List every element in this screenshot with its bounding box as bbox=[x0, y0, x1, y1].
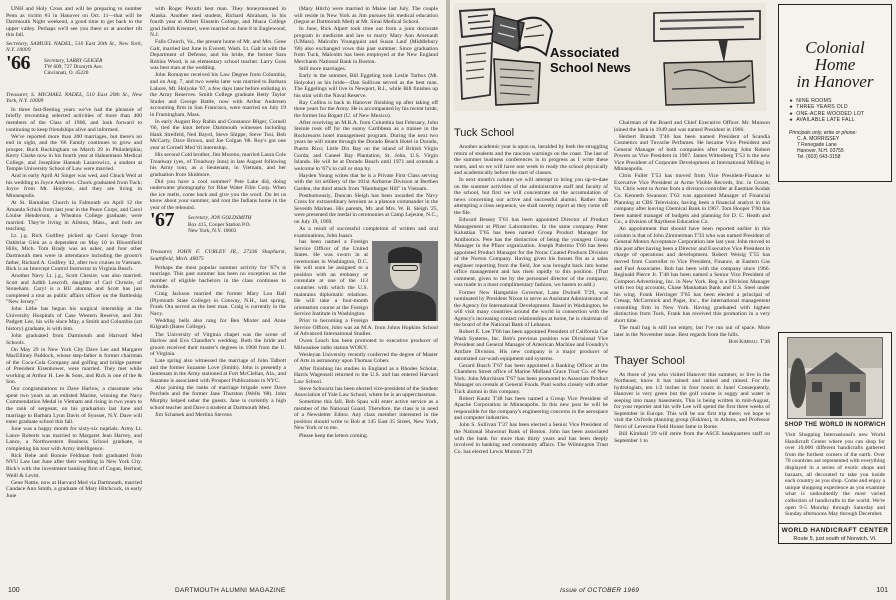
secretary-address-2: New York, N.Y. 10003 bbox=[188, 227, 237, 234]
article-paragraph: Late spring also witnessed the marriage of John Talbott and the former Suzanne Love (Smith). John is presently a lieutenant in the Army stationed at Fort McClellan, Ala., and Suzanne is associated with Prospect Publications in NYC. bbox=[150, 358, 286, 384]
article-paragraph: Another academic year is upon us, heralded by both the struggling return of students and the raucous warnings on the coast. The last of the summer business conferences is in progress as I write these notes, and so we will have one week to ready the school physically and academically before the start of classes. bbox=[454, 144, 608, 177]
tuck-signature: Bob Kimball T'48 bbox=[728, 339, 770, 346]
tuck-column-1 bbox=[454, 124, 608, 584]
article-paragraph: John Romayne received his Law Degree from Columbia, and on Aug. 7, and two weeks later was married to Barbara Lahore, Mt. Holyoke '67, a few days later before enlisting in the Army Reserves. Smith College graduate Betty Taylor Studer and George Battle, now with Arthur Andersen accounting firm in San Francisco, were married on July 19 in Framingham, Mass. bbox=[150, 72, 286, 118]
storefront-photo bbox=[787, 337, 883, 419]
article-paragraph: Our congratulations to Dave Harlow, a classmate who spent two years as an enlisted Marine, winning the Navy Commendation Medal in Vietnam and rising in two years to the rank of sergeant, on his graduation last June and marriage to Barbara Lynn Davis of Syosset, N.Y. Dave will enter graduate school this fall. bbox=[6, 386, 142, 426]
ad-title bbox=[779, 39, 891, 90]
article-paragraph: (Mary Hitch) were married in Maine last July. The couple will reside in New York as Jim pursues his medical education (begun at Dartmouth Med) at Mt. Sinai Medical School. bbox=[294, 6, 438, 26]
article-paragraph: Wesleyan University recently conferred the degree of Master of Arts in astronomy upon Thomas Cohen. bbox=[294, 351, 438, 365]
left-column-3 bbox=[294, 6, 438, 584]
ad-title-line3: in Hanover bbox=[796, 72, 874, 91]
article-paragraph: Craig Jackson married the former Mary Lou Ball (Plymouth State College) in Conway, N.H., last spring. Frank Ota served as the best man. Craig is currently in the Navy. bbox=[150, 291, 286, 317]
secretary-name: Secretary, JON GOLDSMITH bbox=[188, 215, 252, 222]
article-paragraph: June was a happy month for sixty-six nuptials. Army Lt. Lance Roberts was married to Margaret Jean Harvey, and Lance, a Northwestern Business School graduate, is completing his tour with Army intelligence. bbox=[6, 426, 142, 452]
article-paragraph: Owen Leach has been promoted to executive producer of Milwaukee radio station WOKY. bbox=[294, 338, 438, 351]
ad-principals: Principals only, write or phone: bbox=[789, 129, 857, 136]
article-paragraph: Prior to becoming a Foreign Service Officer, John was an M.A. from Johns Hopkins School of Advanced International Studies. bbox=[294, 318, 438, 338]
masthead-title-line1: Associated bbox=[550, 45, 620, 60]
portrait-photo bbox=[372, 241, 438, 321]
intro-paragraph: UNH and Holy Cross and will be preparing to number Penn as victim #3 in Hanover on Oct. 11—that will be Dartmouth Night weekend, a good time to get back to the upper valley. Perhaps we'll see you there or at another tilt this fall. bbox=[6, 6, 142, 39]
article-paragraph: Perhaps the most popular summer activity for '67's is marriage. This past summer has been no exception as the number of eligible bachelors in the class continues to dwindle. bbox=[150, 264, 286, 291]
article-paragraph: As those of you who visited Hanover this summer, or live in the Northeast, know it has rained and rained and rained. For the hydrologists, ten 1/2 inches in four hours in June! Consequently, Hanover is very green but the golf course is soggy and water is seeping into many basements. This is being written in mid-August, for your reporter and his wife Lee will spend the first three weeks of September in Europe. This will be our first trip there; we hope to visit the Oxfords planning group (Eskimo), in Athens, and Professor Nervi of Leverone Field House fame in Rome. bbox=[614, 371, 770, 430]
left-page bbox=[0, 0, 446, 600]
article-paragraph: We've reported more than 200 marriages, but there's no end in sight, and the '66 Family continues to grow and prosper. Buck Buckingham on March 29 in Philadelphia; Kerry Clarke now in his fourth year at Hahnemann Medical College, and Josephine Hannah Lazarowicz, a student at Temple University School of Law were married. bbox=[6, 133, 142, 173]
column-paragraphs bbox=[294, 6, 438, 239]
ad-feature-item: ★ NINE ROOMS bbox=[789, 98, 891, 104]
article-paragraph: His second Cold brother, Jim Moreno, married Laura Cole Treadway (yes, of Treadway Inns) in late August following his Army tour, as a lieutenant, in Vietnam, and her graduation from Skidmore. bbox=[150, 152, 286, 178]
class-secretary-info bbox=[188, 215, 252, 234]
article-paragraph: And in early April Al Singer was wed, and Chuck Weil at his wedding to Joyce Andrews. Chuck graduated from Tuck; Joyce from Mt. Holyoke, and they are living in Minneapolis. bbox=[6, 173, 142, 200]
article-paragraph: Hayden Young writes that he is a Private First Class serving with the 1st artillery of the 101st Airborne Division at Berthen Garden, the third attack from "Hamburger Hill" in Vietnam. bbox=[294, 172, 438, 192]
treasurer-line: Treasurer, S. MICHAEL NADEL, 510 East 20th St., New York, N.Y. 10009 bbox=[6, 91, 142, 105]
ad-title-line2: Home bbox=[814, 55, 856, 74]
article-paragraph: Gerard Busch T'67 has been appointed a Banking Officer at the Chambers Street office of Marine Midland Grace Trust Co. of New York. John Murchison T'67 has been promoted to Associate Product Manager on cereals at General Foods. Paul works closely with other Tuck alumni in this company. bbox=[454, 362, 608, 395]
article-paragraph: The University of Virginia chapel was the scene of Harlow and Eva Chandler's wedding. Both the bride and groom received their master's degrees in 1968 from the U. of Virginia. bbox=[150, 331, 286, 358]
article-paragraph: Also joining the ranks of marriage brigade were Dave Perchels and the former Jane Thurston (Wells '68). John Murphy helped usher the guests. Jane is currently a high school teacher and Dave a student at Dartmouth Med. bbox=[150, 384, 286, 411]
article-paragraph: Did you have a cool summer? Pete Lake did, doing underwater photography for Blue Water Film Corp. When the ice melts, come back and give you the word. Do let us know about your summer, and root the Indians home in the year of the rebound. bbox=[150, 178, 286, 211]
article-paragraph: On May 29 in New York City Dave Lee and Margaret MacElliney Paddock, whose step-father is former chairman of the Coca-Cola Company and golfing and bridge partner of President Eisenhower, were married. They met while working at Arthur H. Lee & Sons, and Rick is one of the & Son. bbox=[6, 346, 142, 386]
article-paragraph: John Lithe has begun his surgical internship at the University Hospitals of Case Western Reserve, and Jim Padgett Lee, his wife since May, a Smith and Columbia (art history) graduate, is with him. bbox=[6, 306, 142, 332]
article-paragraph: Rick Bebe and Bonnie Feldman both graduated from NYU Law last June after their wedding in New York City. Rick's with the investment banking firm of Cogan, Berlind, Weill & Levitt. bbox=[6, 452, 142, 479]
page-number: 101 bbox=[876, 587, 888, 594]
ad-feature-item: ★ ONE-ACRE WOODED LOT bbox=[789, 111, 891, 117]
article-paragraph: Herbert Brandt T'46 has been named President of Scandia Cosmetics and Tuvache Perfumes. He became Vice President and General Manager of both companies after leaving John Robert Powers as Vice President in 1967. James Wittenberg T'53 is the new Vice President of Corporate Development at International Milling in Minneapolis. bbox=[614, 133, 770, 173]
left-column-1 bbox=[6, 6, 142, 584]
article-paragraph: In next month's column we will attempt to bring you up-to-date on the summer activities of the administrative staff and faculty of the school, but first we will concentrate on the accumulation of news concerning our active and successful alumni. Rather than attempting a class sequence, we shall merely report as they come off the file. bbox=[454, 177, 608, 216]
article-paragraph: Still more marriages. bbox=[299, 65, 347, 72]
issue-date: Issue of OCTOBER 1969 bbox=[560, 587, 640, 594]
class-secretary-info bbox=[44, 58, 103, 77]
article-paragraph: Steve Schwartz has been elected vice-president of the Student Association of Yale Law School, where he is an upperclassman. bbox=[294, 385, 438, 399]
masthead-title-line2: School News bbox=[550, 60, 631, 75]
treasurer-line: Treasurer, JOHN F. CURLEY JR., 27336 Shaphurst, Southfield, Mich. 48075 bbox=[150, 249, 286, 262]
article-paragraph: Bill Kimball '29 will retire from the ASCE headquarters staff on September 1 to bbox=[614, 431, 770, 444]
article-paragraph: In early August Roy Rabin and Constance Bliger, Cornell '66, tied the knot before Dartmouth witnesses including Hank Streifeld, Ned Bayrd, Steve Shippe, Steve Tosi, Bob McCarty, Dave Brown, and Joe Colgan '68. Roy's got one year at Cornell Med 'til internship. bbox=[150, 118, 286, 151]
ad-caption: SHOP THE WORLD IN NORWICH bbox=[784, 422, 886, 428]
ad-contact bbox=[789, 130, 891, 161]
ad-feature-item: ★ THREE YEARS OLD bbox=[789, 104, 891, 110]
secretary-name: Secretary, LARRY GEIGER bbox=[44, 57, 103, 64]
article-paragraph: Wedding bells also rang for Ben Mixter and Anne Kilgrath (Bates College). bbox=[150, 317, 286, 331]
article-paragraph: An appointment that should have been reported earlier in this column is that of John Zimmerman T'33 who was named President of General Motors Acceptance Corporation late last year. John moved to this post after having been a Director and Executive Vice President in charge of operations and development. Robert Weisig T'55 has moved from Controller to Vice President, Finance, at Eastern Gas and Fuel Associates. Bob has been with the company since 1966. Reginald Pierce Jr. T'48 has been named a Senior Vice President of Compton Advertising, Inc. in New York. Reg is a Division Manager with two big accounts, Chase Manhattan Bank and U.S. Steel under his wing. Frank Herringer T'65 has been elected a principal of Cresap, McCormick and Paget, Inc., the international management consulting firm in New York. Having graduated with highest distinction from Tuck, Frank has received this promotion in a very short time. bbox=[614, 226, 770, 324]
sig-line: Secretary, SAMUEL NADEL, 510 East 20th St., New York, N.Y. 10009 bbox=[6, 40, 142, 54]
thayer-school-title: Thayer School bbox=[614, 354, 685, 367]
ad-title-line1: Colonial bbox=[805, 38, 865, 57]
article-paragraph: Jim Schatsek and Mertina Stevens bbox=[155, 411, 232, 418]
tuck-column-2 bbox=[614, 120, 770, 584]
ad-contact-tel: Tel. (603) 643-3158 bbox=[797, 154, 841, 161]
ad-feature-item: ★ AVAILABLE LATE FALL bbox=[789, 117, 891, 123]
article-paragraph: with Roger Pezutti best man. They honeymooned in Alaska. Another med student, Richard Abraham, in his fourth year at Albert Einstein College, and Ithaca College grad Judith Krentzel, were married on June 8 in Englewood, N.J. bbox=[150, 6, 286, 39]
world-handicraft-ad bbox=[778, 332, 892, 544]
article-paragraph: Edward Bessey T'61 has been appointed Director of Product Management at Pfizer Laboratories. In the same company Peter Kalustian T'65 has been named Group Product Manager for Antibiotics. Pete has the distinction of being the youngest Group Manager in the Pfizer organization. Joseph Palermo T'66 has been appointed Product Manager for the Norac Coated Products Division of the Norton Company. Having given his bosses fits as a sales engineer reporting from the field, Joe was brought back into home office management and has risen rapidly to this position. (That comment, given to me by the personnel director of the company, was made in a most complimentary fashion, we hasten to add.) bbox=[454, 217, 608, 289]
tuck-school-title: Tuck School bbox=[454, 127, 515, 139]
article-paragraph: Robert Kautz T'48 has been named a Group Vice President of Apache Corporation in Minneapolis. In this new post he will be responsible for the company's engineering concerns in the aerospace and computer industries. bbox=[454, 395, 608, 422]
article-paragraph: After finishing his studies in England as a Rhodes Scholar, Harris Wagenseil returned to the U.S. and has entered Harvard Law School. bbox=[294, 365, 438, 385]
article-paragraph: Chairman of the Board and Chief Executive Officer. Mr. Munson joined the bank in 1949 and was named President in 1966. bbox=[614, 120, 770, 133]
right-page bbox=[450, 0, 896, 600]
article-paragraph: Chris Fuller T'53 has moved from Vice President-Finance to Executive Vice President at Acme Visible Records, Inc. in Crozet, Va. Chris went to Acme from a division controller at Eastman Kodak Co. Kenneth Swanson T'63 was appointed Manager of Financial Planning at CBS Television, having been a financial analyst in this company after leaving Chemical Bank in 1967. Tom Hooper T'60 has been named manager of budgets and planning for D. C. Heath and Co., a division of Raytheon Education Co. bbox=[614, 173, 770, 226]
ad-store-name: WORLD HANDICRAFT CENTER bbox=[779, 523, 891, 534]
article-paragraph: Falls Church, Va., the present home of Mr. and Mrs. Gene Galt, married last June in Everett, Wash. Lt. Galt is with the Department of Defense, and his bride, the former Sara Robins Wood, is an elementary school teacher. Larry Goss was best man at the wedding. bbox=[150, 39, 286, 72]
article-paragraph: Early in the summer, Bill Eggeling took Leslie Tarbox (Mt. Holyoke) as his bride—Dan Sullivan served as the best man. The Eggelings will live in Newport, R.I., while Bill finishes up his stint with the Naval Reserve. bbox=[294, 72, 438, 99]
article-paragraph: In three fast-fleeting years we've had the pleasure of briefly recounting selected activities of more than 400 members of the Class of 1966, and look forward to continuing to keep friendships alive and informed. bbox=[6, 106, 142, 133]
class-header-67 bbox=[150, 209, 286, 245]
article-paragraph: Robert E. Lee T'66 has been appointed President of California Car Wash Systems, Inc. Bob's previous position was Divisional Vice President and General Manager of American Machine and Foundry's Amfare Division. His new company is a major producer of automated car-wash equipment and systems. bbox=[454, 329, 608, 362]
ad-contact-addr: 7 Renegade Lane bbox=[797, 142, 837, 149]
article-paragraph: The mail bag is still not empty, but I've run out of space. More later in the November issue. Best regards from the hills. bbox=[614, 324, 770, 338]
colonial-home-ad bbox=[778, 4, 892, 182]
article-paragraph: As a result of successful completion of written and oral examinations, John Isaacs bbox=[294, 226, 438, 239]
column-paragraphs bbox=[454, 144, 608, 455]
class-header-66 bbox=[6, 51, 142, 88]
page-number: 100 bbox=[8, 587, 20, 594]
article-paragraph: Please keep the letters coming. bbox=[299, 432, 369, 439]
secretary-address-1: Box 415, Cooper Station P.O. bbox=[188, 221, 251, 228]
ad-contact-city: Hanover, N.H. 03755 bbox=[797, 148, 844, 155]
article-paragraph: Sometime this fall, Bob Spau will enter active service as a member of the National Guard. Therefore, the class is in need of a Newsletter Editor. Any class member interested in the position should write to Bob at 145 East 35 Street, New York, New York or to me. bbox=[294, 399, 438, 432]
column-paragraphs bbox=[6, 107, 142, 499]
column-paragraphs bbox=[150, 6, 286, 211]
secretary-address-1: TW 609, 727 Dixmyth Ave. bbox=[44, 64, 103, 71]
article-paragraph: After receiving an M.B.A. from Columbia last February, John Steinle took off for the sunny Caribbean as a trainee in the Rockresorts hotel management program. During the next two years he will rotate through the Dorado Beach Hotel in Dorado, Puerto Rico; Little Dix Bay on the island of British Virgin Gorda; and Caneel Bay Plantation, St. John, U.S. Virgin Islands. He will be at Dorado Beach until 1971 and extends a welcome to '67's to call or stop by. bbox=[294, 119, 438, 172]
column-paragraphs bbox=[614, 120, 770, 338]
secretary-address-2: Cincinnati, O. 45220 bbox=[44, 70, 89, 77]
article-paragraph: Former New Hampshire Governor, Lane Dwinell T'29, was nominated by President Nixon to serve as Assistant Administrator of the Agency for International Development. Based in Washington, he will visit many countries around the world in connection with the Agency's increasing contact relationships at home, he is chairman of the board of the National Bank of Lebanon. bbox=[454, 289, 608, 329]
article-paragraph: At St. Barnabas Church in Falmouth on April 12 the Amanda Schick from last year in the Peace Corps, and Carol Louise Henderson, a Wheaton College graduate, were married. They're living in Allston, Mass., and both are teaching. bbox=[6, 200, 142, 233]
masthead-title bbox=[550, 45, 631, 75]
class-number: '66 bbox=[6, 51, 31, 74]
column-paragraphs bbox=[150, 265, 286, 419]
ad-contact-name: C. A. MORRISSEY bbox=[797, 135, 840, 142]
class-number: '67 bbox=[150, 209, 175, 232]
article-paragraph: Ray Collins is back in Hanover finishing up after taking off three years for the Army. He is accompanied by his recent bride, the former Ina Bogart (U. of New Mexico). bbox=[294, 99, 438, 119]
left-column-2 bbox=[150, 6, 286, 584]
column-paragraphs bbox=[614, 372, 770, 445]
ad-body: Visit Shopping International's new World Handicraft Center where you can shop for over 10,000 different handicrafts gathered from the furthest corners of the earth. Over 70 countries are represented with everything displayed in a series of exotic shops and bazaars, all decorated to take you inside each country as you shop. Come and enjoy a unique shopping experience as you examine what is undoubtedly the most varied collection of handicrafts in the world. We're open 9-5 Monday through Saturday and Sunday afternoons May through December. bbox=[785, 432, 885, 518]
magazine-name: DARTMOUTH ALUMNI MAGAZINE bbox=[175, 587, 286, 594]
article-paragraph: Lt. j.g. Rick Godfrey picked up Carol Savage from Oakbriar Glen as a dependent on May 10 in Bloomfield Hills, Mich. Tom Brady was an usher, and four other Dartmouth men were in attendance including the groom's father, Richard A. Godfrey '42, after two cruises to Vietnam. Rick is an Intercept Control Instructor in Virginia Beach. bbox=[6, 233, 142, 273]
article-paragraph: Gene Nattie, now at Harvard Med via Dartmouth, married Candace Ann Smith, a graduate of Mary Hitchcock, in early June bbox=[6, 479, 142, 499]
article-paragraph: John S. Sullivan T'37 has been elected a Senior Vice President of the National Shawmut Bank of Boston. John has been associated with the bank for more than thirty years and has been deeply involved in banking and community affairs. The Wilmington Trust Co. has elected Lewis Mumm T'29 bbox=[454, 422, 608, 455]
article-paragraph: Posthumously, Duncan Sleigh has been awarded the Navy Cross for extraordinary heroism as a platoon commander in the Seventh Marines. His parents, Mr. and Mrs. W. B. Sleigh '25, were presented the medal in ceremonies at Camp Lejeune, N.C., on July 19, 1969. bbox=[294, 192, 438, 225]
article-paragraph: John graduated from Dartmouth and Harvard Med Schools. bbox=[6, 333, 142, 346]
article-paragraph: has been named a Foreign Service Officer of the United States. He was sworn in at ceremonies in Washington, D.C. He will soon be assigned to a position with an embassy or consulate at one of the 113 countries with which the U.S. maintains diplomatic relations. He will take a four-month orientation course at the Foreign Service Institute in Washington. bbox=[294, 239, 368, 318]
masthead-illustration bbox=[454, 3, 766, 111]
article-paragraph: In June, Rick Alpert took time out from a joint doctorate program in medicine and law to marry Mary Ann Arsenault (UMass). Malcolm Youngquist and Susan Lauf (Middlebury '66) also exchanged vows this past summer. Since graduation from Tuck, Malcolm has been employed at the New England Merchants National Bank in Boston. bbox=[294, 26, 438, 65]
ad-store-location: Route 5, just south of Norwich, Vt. bbox=[793, 535, 877, 542]
article-paragraph: Another Navy Lt. j.g., Scott Chesire, was also married. Scott and Judith Lescroft, daughter of Carl Christie, of Stoneham. Caryl is a BU alumna and Scott has just completed a tour as public affairs officer on the Battleship "New Jersey." bbox=[6, 273, 142, 306]
ad-feature-list bbox=[789, 98, 891, 124]
